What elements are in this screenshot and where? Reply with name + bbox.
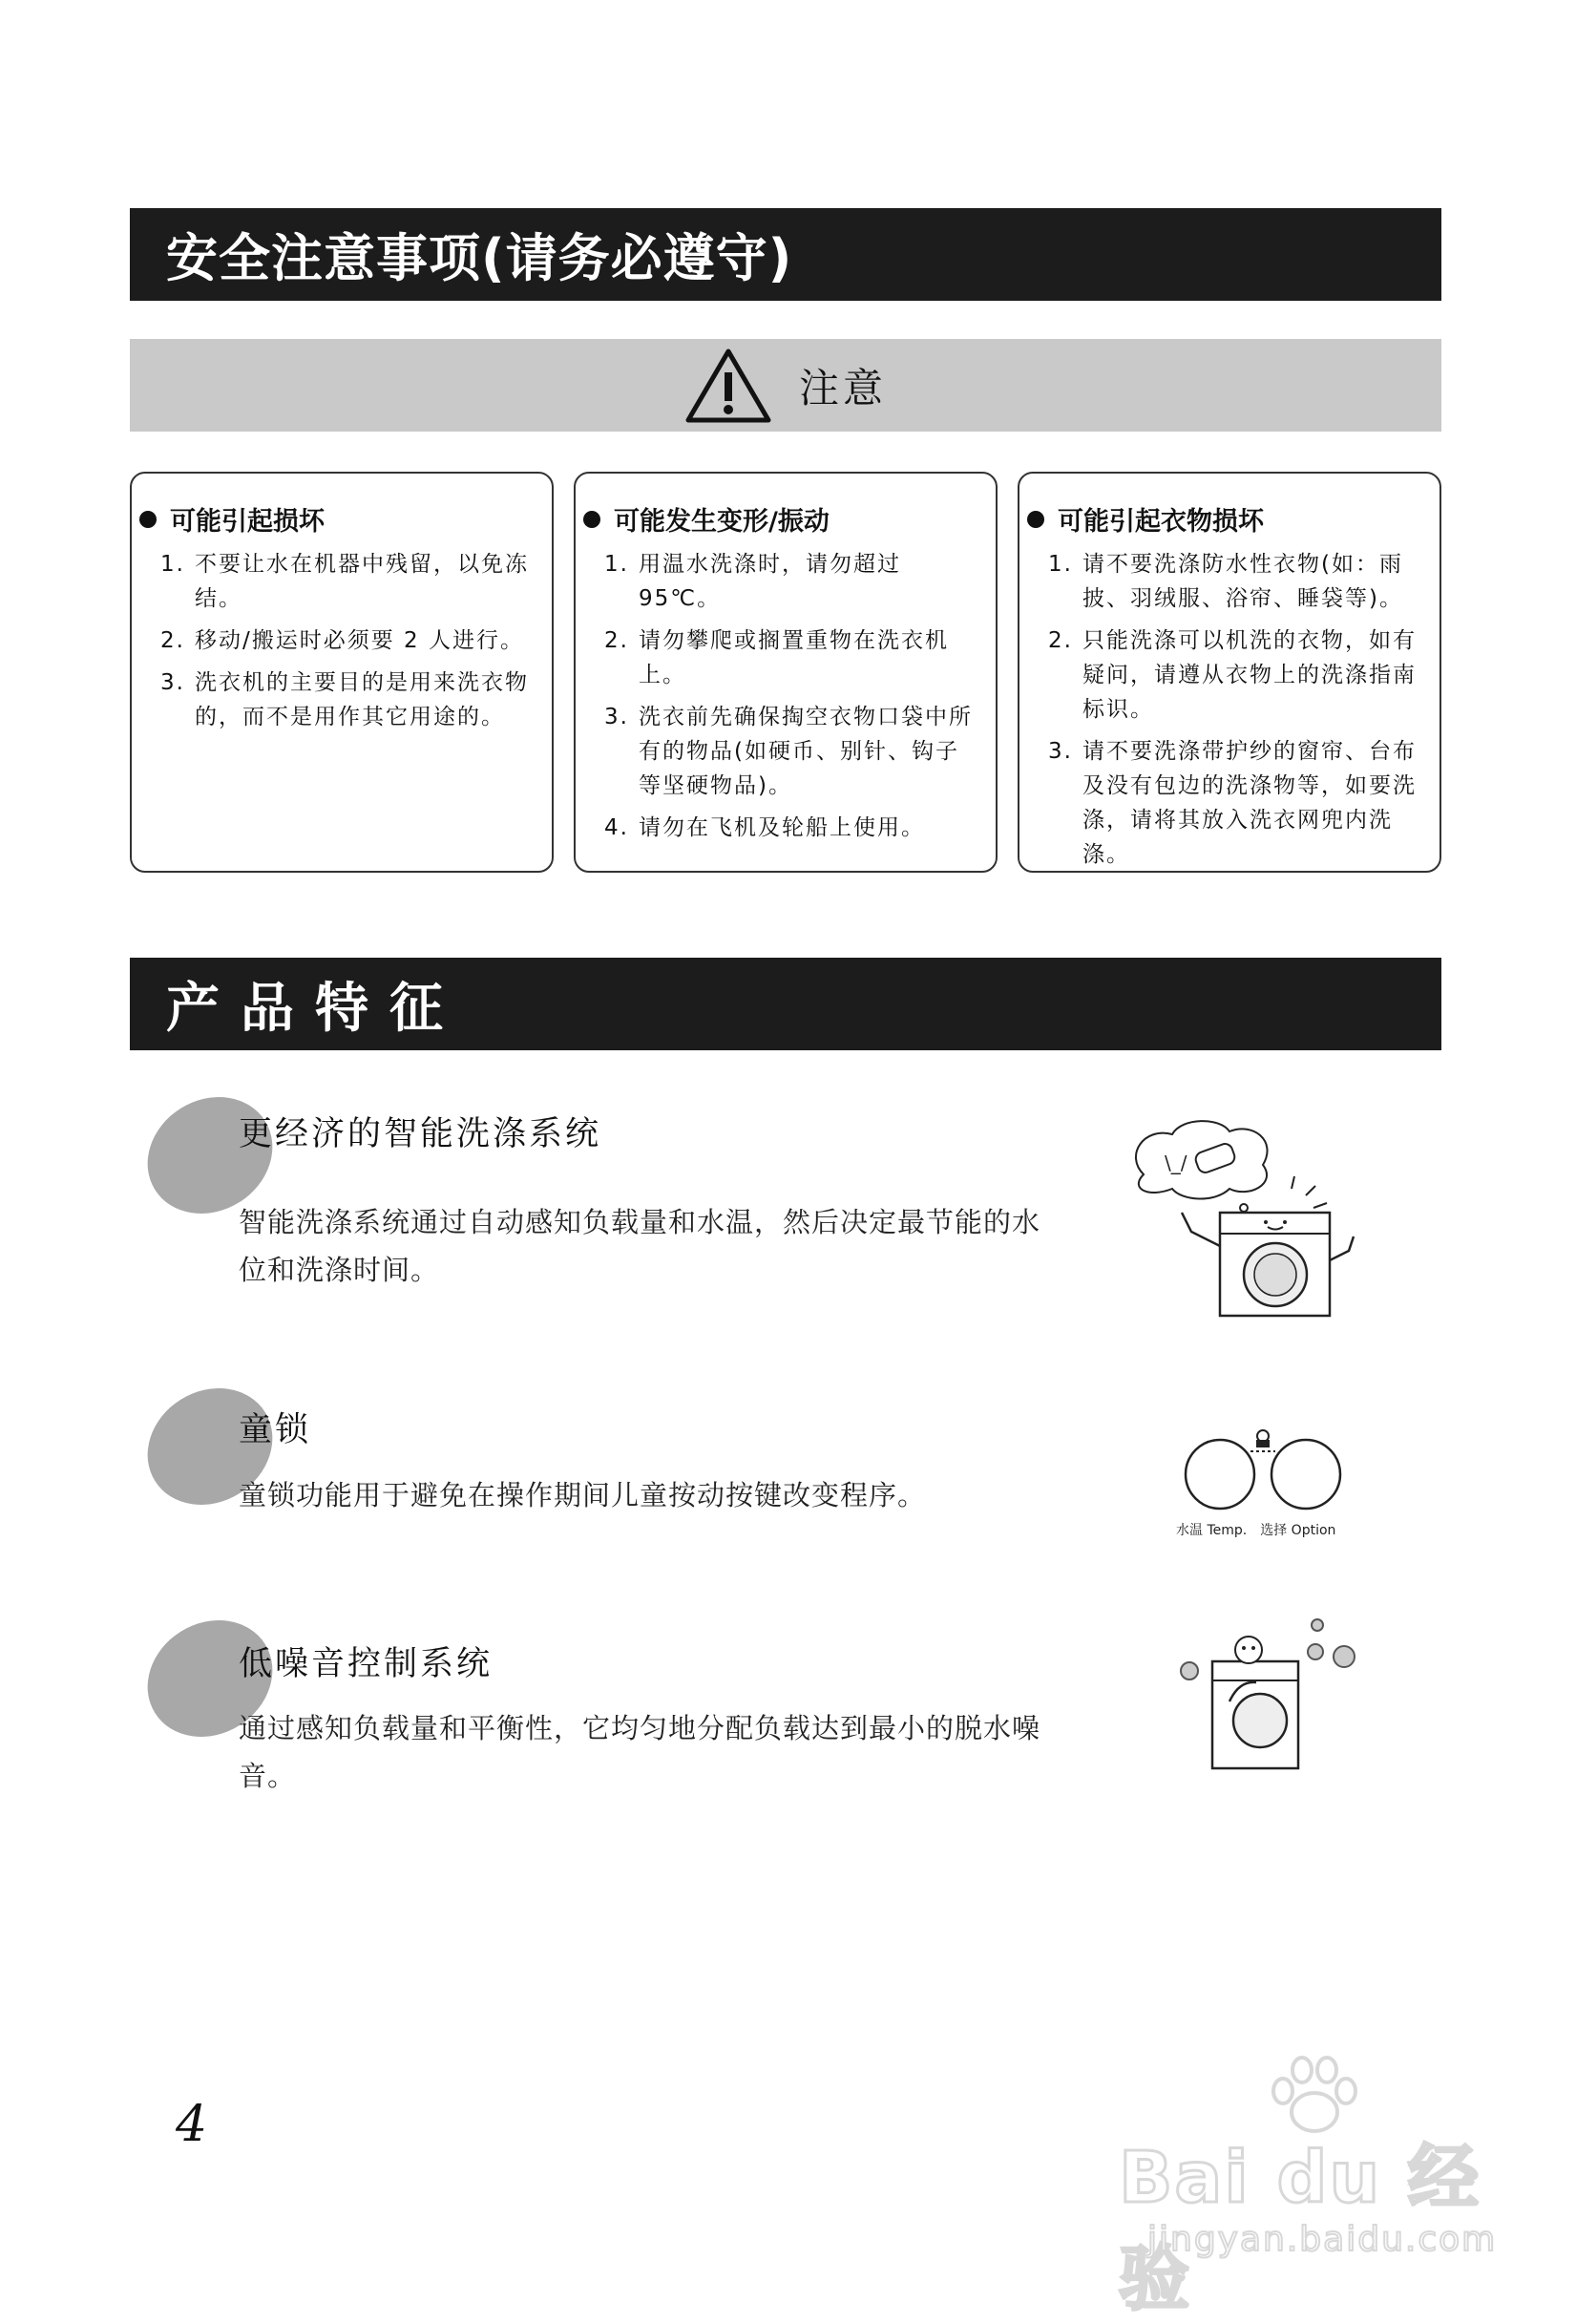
child-lock-buttons-illustration [1176,1425,1348,1544]
list-item [583,547,982,616]
option-label: 选择 Option [1260,1523,1336,1538]
item-text: 移动/搬运时必须要 2 人进行。 [195,628,525,653]
warning-triangle-icon [684,348,772,424]
item-text: 请不要洗涤带护纱的窗帘、台布及没有包边的洗涤物等，如要洗涤，请将其放入洗衣网兜内洗涤。 [1082,739,1417,867]
item-text: 洗衣前先确保掏空衣物口袋中所有的物品(如硬币、别针、钩子等坚硬物品)。 [639,705,973,798]
child-lock-labels [1176,1520,1348,1539]
list-item [1027,547,1426,616]
bullet-icon [139,511,157,528]
item-text: 请勿攀爬或搁置重物在洗衣机上。 [639,628,949,687]
list-item [139,623,538,658]
bullet-icon [583,511,600,528]
list-item [1027,623,1426,727]
features-section-header: 产品特征 [130,958,1441,1050]
box-title [139,500,538,538]
smart-washer-illustration-icon [1124,1117,1363,1322]
feature-title-child-lock: 童锁 [239,1411,312,1449]
caution-banner [130,339,1441,432]
list-item [583,811,982,845]
box-title-text: 可能引起损坏 [170,507,325,537]
item-text: 用温水洗涤时，请勿超过 95℃。 [639,552,901,611]
list-item [139,547,538,616]
svg-text:\_/: \_/ [1165,1151,1187,1174]
box-title [1027,500,1426,538]
item-number: 1. [160,552,185,577]
feature-desc-smart-wash: 智能洗涤系统通过自动感知负载量和水温，然后决定最节能的水位和洗涤时间。 [239,1206,1041,1286]
item-text: 洗衣机的主要目的是用来洗衣物的，而不是用作其它用途的。 [195,670,529,729]
bullet-icon [1027,511,1044,528]
page-number: 4 [176,2096,208,2153]
caution-label: 注意 [798,364,887,412]
item-number: 2. [1048,628,1073,653]
list-item [139,666,538,734]
watermark-url: jingyan.baidu.com [1147,2220,1498,2259]
temp-label: 水温 Temp. [1176,1523,1248,1538]
item-number: 4. [604,815,629,840]
item-number: 3. [604,705,629,729]
feature-desc-low-noise: 通过感知负载量和平衡性，它均匀地分配负载达到最小的脱水噪音。 [239,1712,1041,1792]
feature-title-low-noise: 低噪音控制系统 [239,1645,494,1683]
watermark-logo: Bai du 经验 [1119,2137,1481,2320]
list-item [1027,734,1426,872]
item-number: 2. [604,628,629,653]
feature-desc-child-lock: 童锁功能用于避免在操作期间儿童按动按键改变程序。 [239,1479,927,1511]
item-number: 2. [160,628,185,653]
child-lock-dials-icon [1176,1425,1348,1512]
item-number: 3. [160,670,185,695]
safety-box-clothing [1018,472,1441,873]
item-number: 1. [1048,552,1073,577]
feature-title-smart-wash: 更经济的智能洗涤系统 [239,1115,602,1153]
list-item [583,700,982,803]
item-text: 请勿在飞机及轮船上使用。 [639,815,925,840]
item-number: 1. [604,552,629,577]
quiet-washer-illustration-icon [1172,1614,1363,1776]
item-number: 3. [1048,739,1073,764]
item-text: 请不要洗涤防水性衣物(如：雨披、羽绒服、浴帘、睡袋等)。 [1082,552,1403,611]
item-text: 只能洗涤可以机洗的衣物，如有疑问，请遵从衣物上的洗涤指南标识。 [1082,628,1417,722]
box-title-text: 可能发生变形/振动 [614,507,830,537]
item-text: 不要让水在机器中残留，以免冻结。 [195,552,529,611]
safety-box-damage [130,472,554,873]
box-title [583,500,982,538]
baidu-watermark [1119,2053,1501,2320]
safety-section-header: 安全注意事项(请务必遵守) [130,208,1441,301]
box-title-text: 可能引起衣物损坏 [1058,507,1264,537]
safety-box-deformation [574,472,998,873]
list-item [583,623,982,692]
